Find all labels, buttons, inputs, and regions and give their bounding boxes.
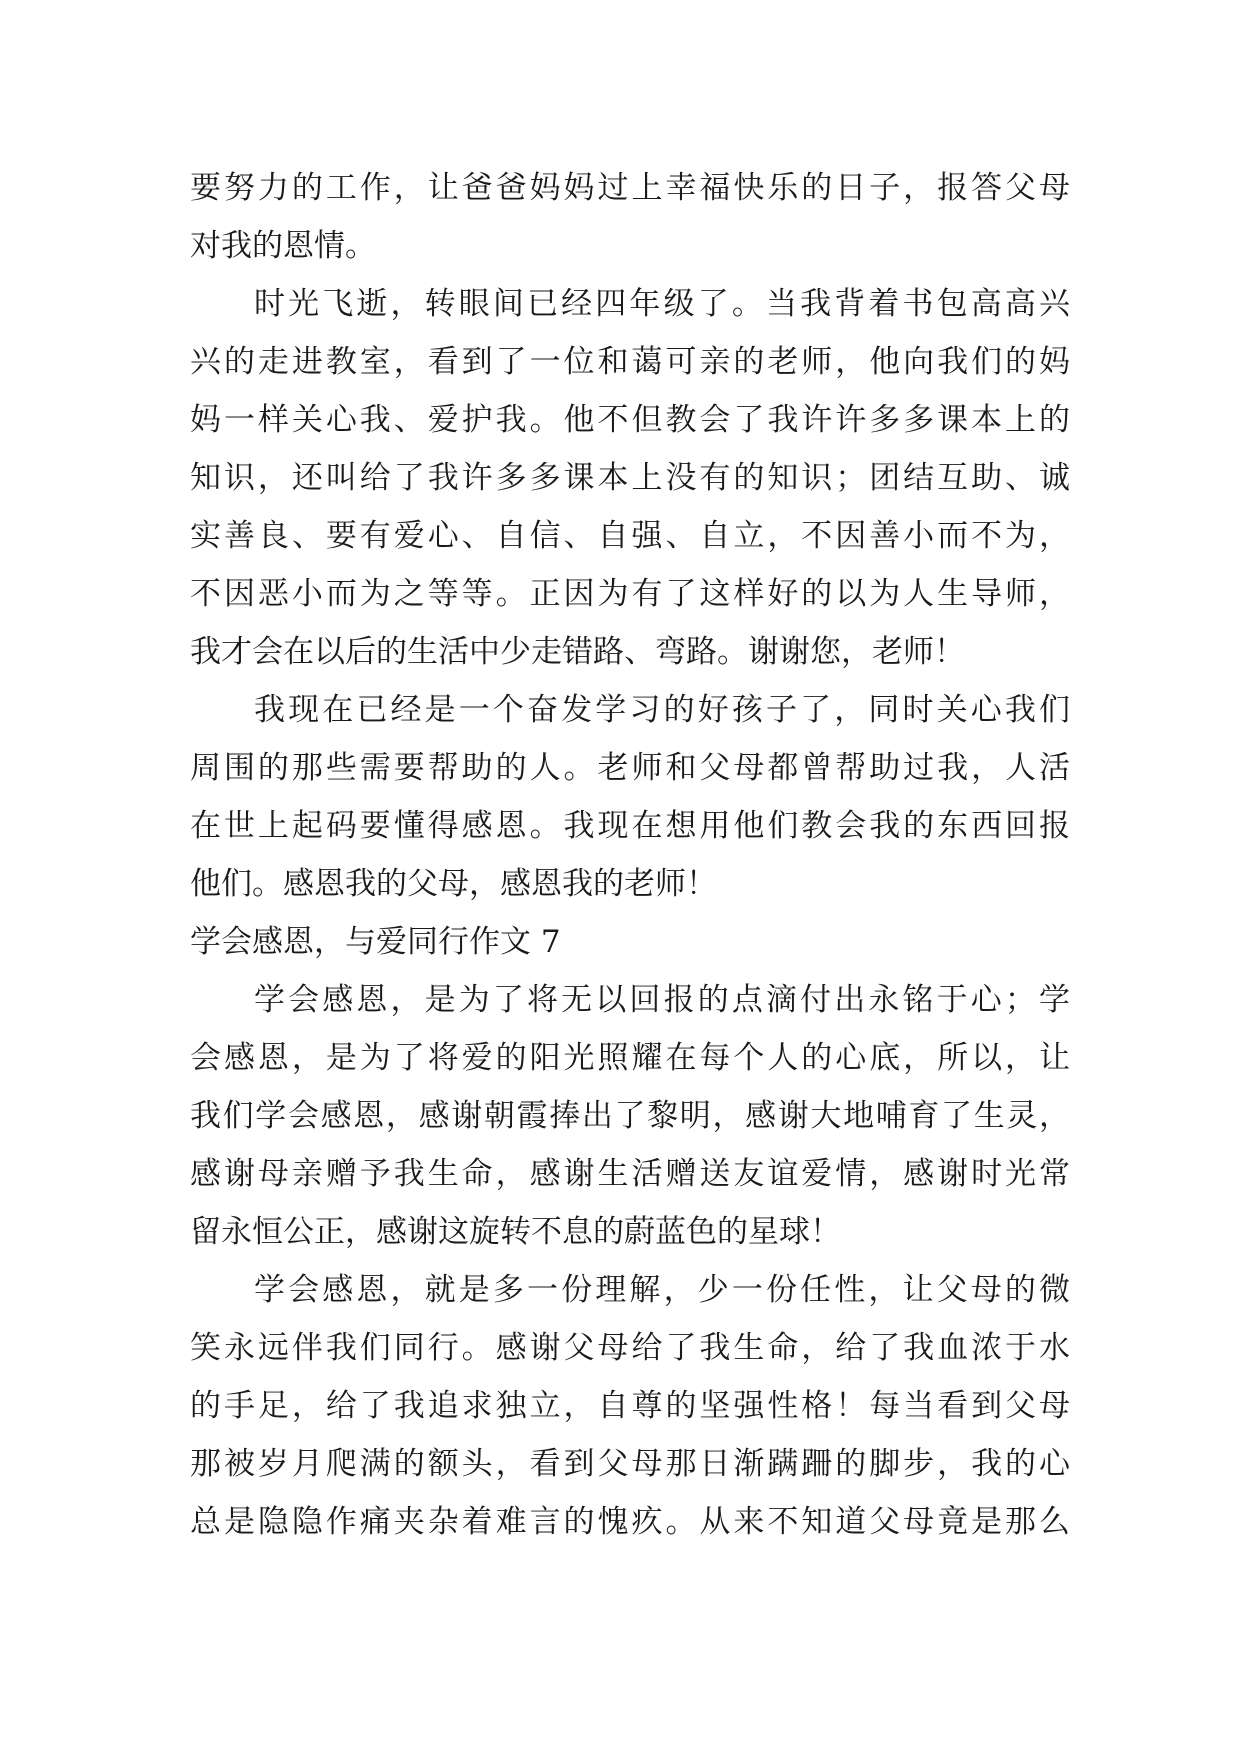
text-line: 在世上起码要懂得感恩。我现在想用他们教会我的东西回报 — [190, 808, 1070, 844]
text-line: 周围的那些需要帮助的人。老师和父母都曾帮助过我，人活 — [190, 750, 1070, 786]
text-line: 知识，还叫给了我许多多课本上没有的知识；团结互助、诚 — [190, 460, 1070, 496]
text-line: 他们。感恩我的父母，感恩我的老师！ — [190, 866, 717, 902]
text-line: 我现在已经是一个奋发学习的好孩子了，同时关心我们 — [254, 692, 1070, 728]
text-line: 我才会在以后的生活中少走错路、弯路。谢谢您，老师！ — [190, 634, 965, 670]
text-line: 会感恩，是为了将爱的阳光照耀在每个人的心底，所以，让 — [190, 1040, 1070, 1076]
text-line: 要努力的工作，让爸爸妈妈过上幸福快乐的日子，报答父母 — [190, 170, 1070, 206]
section-heading: 学会感恩，与爱同行作文 7 — [190, 924, 561, 960]
text-line: 总是隐隐作痛夹杂着难言的愧疚。从来不知道父母竟是那么 — [190, 1504, 1070, 1540]
text-line: 那被岁月爬满的额头，看到父母那日渐蹒跚的脚步，我的心 — [190, 1446, 1070, 1482]
text-line: 兴的走进教室，看到了一位和蔼可亲的老师，他向我们的妈 — [190, 344, 1070, 380]
text-line: 学会感恩，就是多一份理解，少一份任性，让父母的微 — [254, 1272, 1070, 1308]
text-line: 感谢母亲赠予我生命，感谢生活赠送友谊爱情，感谢时光常 — [190, 1156, 1070, 1192]
text-line: 我们学会感恩，感谢朝霞捧出了黎明，感谢大地哺育了生灵， — [190, 1098, 1070, 1134]
text-line: 留永恒公正，感谢这旋转不息的蔚蓝色的星球！ — [190, 1214, 841, 1250]
text-line: 对我的恩情。 — [190, 228, 376, 264]
text-line: 时光飞逝，转眼间已经四年级了。当我背着书包高高兴 — [254, 286, 1070, 322]
text-line: 笑永远伴我们同行。感谢父母给了我生命，给了我血浓于水 — [190, 1330, 1070, 1366]
text-line: 的手足，给了我追求独立，自尊的坚强性格！每当看到父母 — [190, 1388, 1070, 1424]
text-line: 学会感恩，是为了将无以回报的点滴付出永铭于心；学 — [254, 982, 1070, 1018]
text-line: 实善良、要有爱心、自信、自强、自立，不因善小而不为， — [190, 518, 1070, 554]
text-line: 妈一样关心我、爱护我。他不但教会了我许许多多课本上的 — [190, 402, 1070, 438]
text-line: 不因恶小而为之等等。正因为有了这样好的以为人生导师， — [190, 576, 1070, 612]
